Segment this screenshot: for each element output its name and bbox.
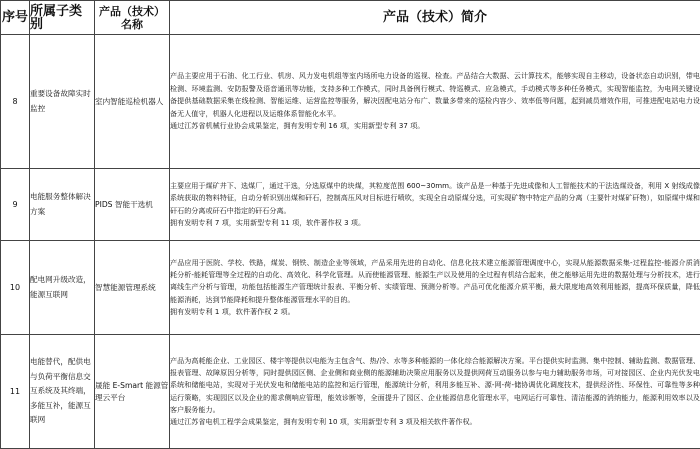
row-category: 重要设备故障实时监控 xyxy=(30,35,95,169)
table-row xyxy=(1,35,700,169)
row-category: 电能替代，配供电与负荷平衡信息交互系统及其终端，多能互补，能源互联网 xyxy=(30,335,95,449)
header-category: 所属子类别 xyxy=(30,1,95,35)
row-intro: 主要应用于煤矿井下、选煤厂，通过干选，分选原煤中的块煤，其粒度范围 600~30mm。该产品是一种基于先进成像和人工智能技术的干法选煤设备，利用 X 射线成像系统获取的物料特征，自动分析识别出煤和矸石，控制高压风对目标进行喷吹，实现全自动原煤分选，可实现矿物中特定产品的分离（主要针对煤矿矸物），如原煤中煤和矸石的分离或矸石中指定的矸石分离。 xyxy=(170,180,700,217)
row-no: 11 xyxy=(1,335,30,449)
table-header-row xyxy=(1,1,700,35)
row-no: 9 xyxy=(1,169,30,241)
row-product: 智慧能源管理系统 xyxy=(95,241,170,335)
row-category: 配电网升级改造，能源互联网 xyxy=(30,241,95,335)
table-row xyxy=(1,241,700,335)
row-note: 拥有发明专利 7 项，实用新型专利 11 项，软件著作权 3 项。 xyxy=(170,217,700,229)
row-product: 室内智能巡检机器人 xyxy=(95,35,170,169)
row-no: 10 xyxy=(1,241,30,335)
row-intro-cell xyxy=(170,241,700,335)
row-intro-cell xyxy=(170,169,700,241)
row-note: 拥有发明专利 1 项，软件著作权 2 项。 xyxy=(170,306,700,318)
table-row xyxy=(1,335,700,449)
table-row xyxy=(1,169,700,241)
row-product: PIDS 智能干选机 xyxy=(95,169,170,241)
row-intro: 产品为高耗能企业、工业园区、楼宇等提供以电能为主包含气、热/冷、水等多种能源的一体化综合能源解决方案。平台提供实时监测、集中控制、辅助监测、数据管理、报表管理、故障原因分析等，同时提供园区侧、企业侧和商业侧的能源辅助决策应用服务以及提供网荷互动服务以参与电力辅助服务市场，可对接园区、企业内光伏发电系统和储能电站，实现对于光伏发电和储能电站的监控和运行管理，能源统计分析，利用多能互补、源-网-荷-储协调优化调度技术，提供经济性、环保性、可靠性等多种运行策略，实现园区以及企业的需求侧响应管理，能效诊断等，全面提升了园区、企业能源信息化管理水平，电网运行可靠性、清洁能源的消纳能力，能源利用效率以及客户服务能力。 xyxy=(170,355,700,416)
row-product: 晟能 E-Smart 能源管理云平台 xyxy=(95,335,170,449)
header-intro: 产品（技术）简介 xyxy=(170,1,700,35)
header-no: 序号 xyxy=(1,1,30,35)
row-category: 电能服务整体解决方案 xyxy=(30,169,95,241)
row-intro-cell xyxy=(170,35,700,169)
row-no: 8 xyxy=(1,35,30,169)
row-intro: 产品应用于医院、学校、铁路，煤炭、钢铁、制造企业等领域，产品采用先进的自动化、信息化技术建立能源管理调度中心，实现从能源数据采集-过程监控-能源介质消耗分析-能耗管理等全过程的自动化、高效化、科学化管理。从而使能源管理、能源生产以及使用的全过程有机结合起来，使之能够运用先进的数据处理与分析技术，进行离线生产分析与管理，功能包括能源生产管理统计报表、平衡分析、实绩管理、预测分析等。产品可优化能源介质平衡，最大限度地高效利用能源，提高环保质量，降低能源消耗，达到节能降耗和提升整体能源管理水平的目的。 xyxy=(170,257,700,306)
row-note: 通过江苏省电机工程学会成果鉴定，拥有发明专利 10 项，实用新型专利 3 项及相关软件著作权。 xyxy=(170,416,700,428)
row-note: 通过江苏省机械行业协会成果鉴定，拥有发明专利 16 项，实用新型专利 37 项。 xyxy=(170,120,700,132)
header-product: 产品（技术）名称 xyxy=(95,1,170,35)
row-intro-cell xyxy=(170,335,700,449)
row-intro: 产品主要应用于石油、化工行业、机房、风力发电机组等室内场所电力设备的巡视、检查。产品结合大数据、云计算技术，能够实现自主移动，设备状态自动识别，带电检测、环境监测、安防报警及语音通讯等功能，支持多种工作模式，同时具备例行模式、特巡模式、应急模式，手动模式等多种任务模式，实现智能监控，为电网关键设备提供基础数据采集在线检测、智能运维、运营监控等服务，解决因配电站分布广、数量多带来的巡检内容少、效率低等问题，起到减员增效作用，可推进配电站电力设备无人值守，机器人化进程以及运维体系智能化水平。 xyxy=(170,70,700,120)
